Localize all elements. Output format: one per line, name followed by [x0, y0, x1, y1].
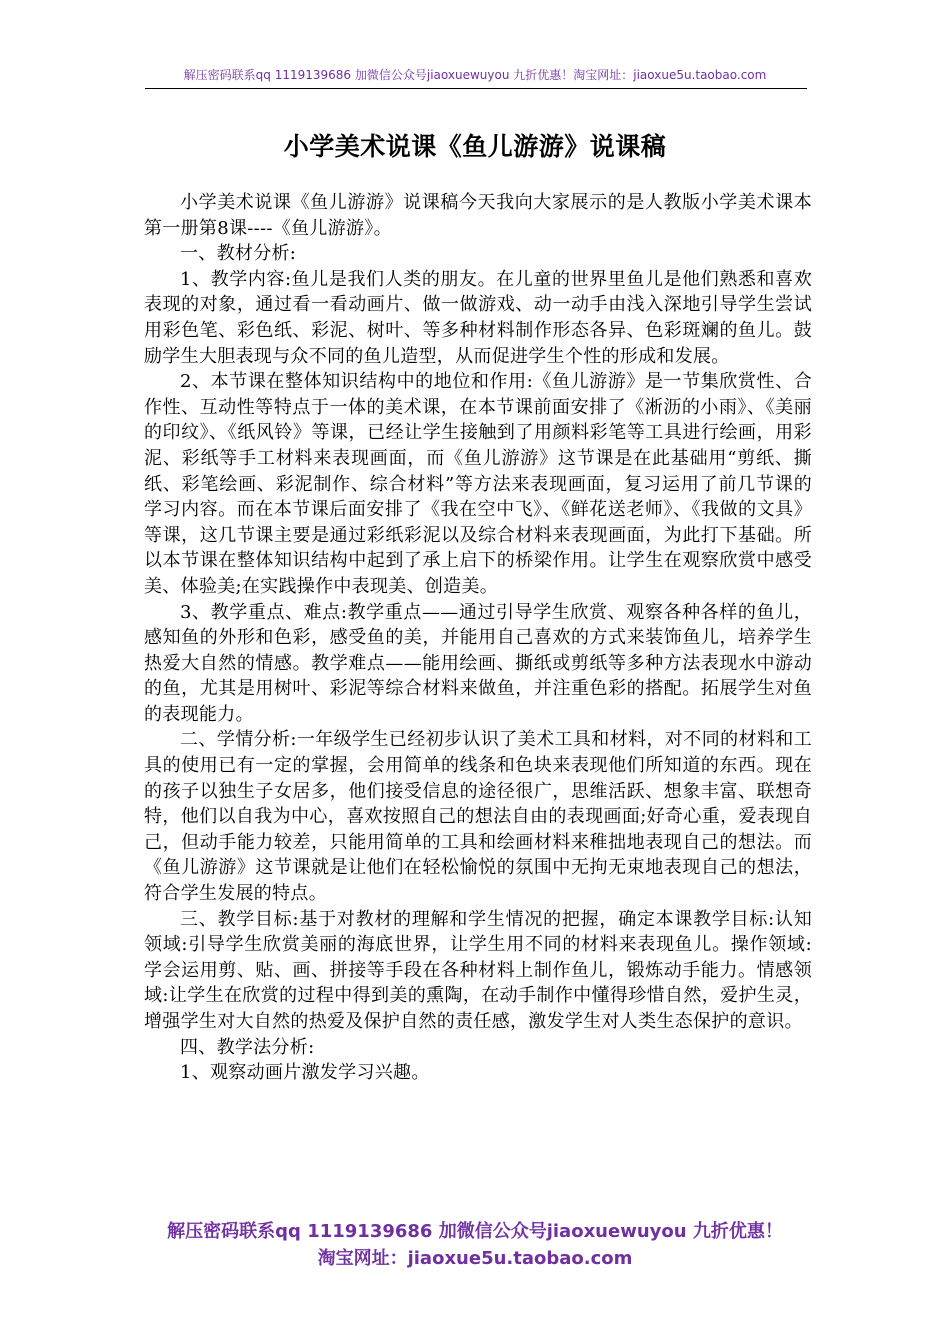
paragraph-lesson-position: 2、本节课在整体知识结构中的地位和作用:《鱼儿游游》是一节集欣赏性、合作性、互动性等特点于一体的美术课，在本节课前面安排了《淅沥的小雨》、《美丽的印纹》、《纸风铃》等课，已经让学生接触到了用颜料彩笔等工具进行绘画，用彩泥、彩纸等手工材料来表现画面，而《鱼儿游游》这节课是在此基础用“剪纸、撕纸、彩笔绘画、彩泥制作、综合材料”等方法来表现画面，复习运用了前几节课的学习内容。而在本节课后面安排了《我在空中飞》、《鲜花送老师》、《我做的文具》等课，这几节课主要是通过彩纸彩泥以及综合材料来表现画面，为此打下基础。所以本节课在整体知识结构中起到了承上启下的桥梁作用。让学生在观察欣赏中感受美、体验美;在实践操作中表现美、创造美。: [144, 371, 812, 597]
paragraph-student-analysis: 二、学情分析:一年级学生已经初步认识了美术工具和材料，对不同的材料和工具的使用已有一定的掌握，会用简单的线条和色块来表现他们所知道的东西。现在的孩子以独生子女居多，他们接受信息的途径很广，思维活跃、想象丰富、联想奇特，他们以自我为中心，喜欢按照自己的想法自由的表现画面;好奇心重，爱表现自己，但动手能力较差，只能用简单的工具和绘画材料来稚拙地表现自己的想法。而《鱼儿游游》这节课就是让他们在轻松愉悦的氛围中无拘无束地表现自己的想法，符合学生发展的特点。: [144, 729, 812, 905]
footer-line-contact: 解压密码联系qq 1119139686 加微信公众号jiaoxuewuyou 九折优惠！: [167, 1221, 783, 1242]
header-watermark: 解压密码联系qq 1119139686 加微信公众号jiaoxuewuyou 九折优惠！淘宝网址：jiaoxue5u.taobao.com: [183, 68, 767, 82]
footer-line-shop: 淘宝网址：jiaoxue5u.taobao.com: [317, 1248, 633, 1269]
paragraph-intro: 小学美术说课《鱼儿游游》说课稿今天我向大家展示的是人教版小学美术课本第一册第8课----《鱼儿游游》。: [144, 192, 812, 239]
section-heading-teaching-method: 四、教学法分析:: [180, 1036, 315, 1058]
header-divider: [145, 88, 807, 89]
paragraph-key-difficult-points: 3、教学重点、难点:教学重点——通过引导学生欣赏、观察各种各样的鱼儿，感知鱼的外形和色彩，感受鱼的美，并能用自己喜欢的方式来装饰鱼儿，培养学生热爱大自然的情感。教学难点——能用绘画、撕纸或剪纸等多种方法表现水中游动的鱼，尤其是用树叶、彩泥等综合材料来做鱼，并注重色彩的搭配。拓展学生对鱼的表现能力。: [144, 601, 812, 725]
paragraph-teaching-content: 1、教学内容:鱼儿是我们人类的朋友。在儿童的世界里鱼儿是他们熟悉和喜欢表现的对象，通过看一看动画片、做一做游戏、动一动手由浅入深地引导学生尝试用彩色笔、彩色纸、彩泥、树叶、等多种材料制作形态各异、色彩斑斓的鱼儿。鼓励学生大胆表现与众不同的鱼儿造型，从而促进学生个性的形成和发展。: [144, 268, 812, 367]
section-heading-textbook-analysis: 一、教材分析:: [180, 243, 297, 265]
document-title: 小学美术说课《鱼儿游游》说课稿: [283, 132, 667, 161]
paragraph-teaching-goals: 三、教学目标:基于对教材的理解和学生情况的把握，确定本课教学目标:认知领域:引导学生欣赏美丽的海底世界，让学生用不同的材料来表现鱼儿。操作领域:学会运用剪、贴、画、拼接等手段在各种材料上制作鱼儿，锻炼动手能力。情感领域:让学生在欣赏的过程中得到美的熏陶，在动手制作中懂得珍惜自然，爱护生灵，增强学生对大自然的热爱及保护自然的责任感，激发学生对人类生态保护的意识。: [144, 908, 812, 1032]
document-body: [144, 190, 812, 1086]
paragraph-method-1: 1、观察动画片激发学习兴趣。: [180, 1062, 430, 1084]
footer-watermark: [0, 1218, 950, 1272]
